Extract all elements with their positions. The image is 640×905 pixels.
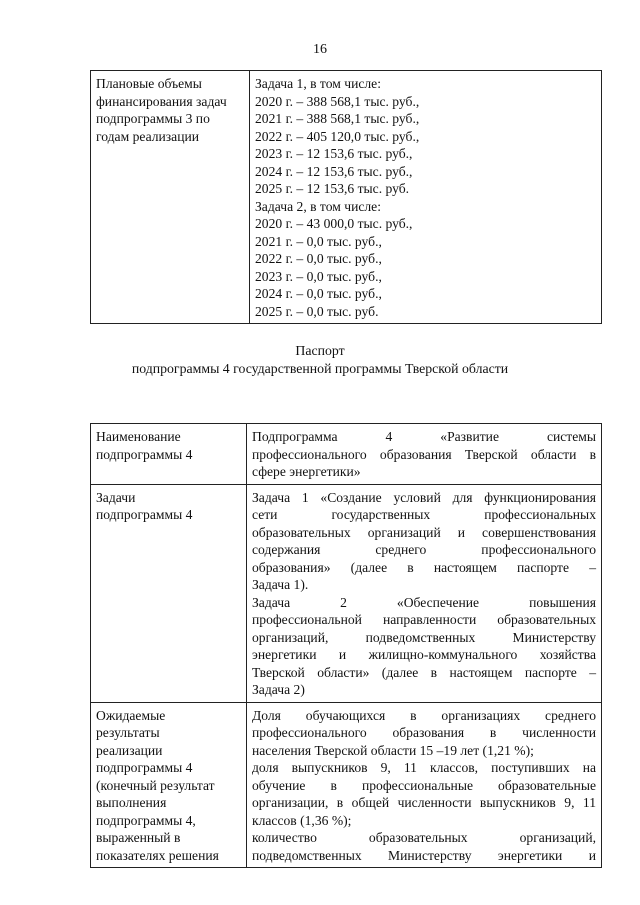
text-line: подведомственных Министерству энергетики и: [252, 847, 596, 863]
text-line: сфере энергетики»: [252, 464, 361, 479]
passport-subtitle: подпрограммы 4 государственной программы Тверской области: [131, 361, 509, 376]
text-line: годам реализации: [96, 128, 200, 144]
text-line: подпрограммы 4: [96, 507, 193, 522]
text-line: содержания среднего профессионального: [252, 542, 596, 557]
text-line: классов (1,36 %);: [252, 812, 352, 828]
passport-heading: [0, 342, 640, 378]
text-line: Задача 2 «Обеспечение повышения: [252, 594, 596, 610]
row-tasks-label: [91, 484, 247, 702]
row-results-label: [91, 702, 247, 868]
text-line: количество образовательных организаций,: [252, 830, 596, 845]
table-row: [91, 424, 602, 485]
text-line: 2024 г. – 12 153,6 тыс. руб.,: [255, 163, 413, 179]
text-line: 2021 г. – 388 568,1 тыс. руб.,: [255, 111, 420, 126]
text-line: профессиональной направленности образовательных: [252, 612, 596, 627]
text-line: доля выпускников 9, 11 классов, поступивших на: [252, 760, 596, 775]
text-line: профессионального образования в численности: [252, 725, 596, 740]
text-line: подпрограммы 4: [96, 446, 193, 462]
text-line: 2022 г. – 0,0 тыс. руб.,: [255, 251, 382, 266]
row-name-label: [91, 424, 247, 485]
text-line: финансирования задач: [96, 93, 227, 109]
text-line: 2021 г. – 0,0 тыс. руб.,: [255, 233, 382, 249]
text-line: показателях решения: [96, 847, 219, 863]
text-line: 2023 г. – 0,0 тыс. руб.,: [255, 268, 382, 284]
text-line: подпрограммы 4: [96, 760, 193, 775]
text-line: 2025 г. – 0,0 тыс. руб.: [255, 303, 379, 319]
text-line: подпрограммы 4,: [96, 812, 196, 828]
financing-table: [90, 70, 602, 324]
row-name-value: [247, 424, 602, 485]
text-line: Задачи: [96, 489, 136, 505]
row-tasks-value: [247, 484, 602, 702]
text-line: подпрограммы 3 по: [96, 111, 210, 126]
text-line: 2020 г. – 43 000,0 тыс. руб.,: [255, 216, 413, 231]
text-line: образовательных организаций и совершенствования: [252, 524, 596, 540]
text-line: 2022 г. – 405 120,0 тыс. руб.,: [255, 128, 420, 144]
passport-title: Паспорт: [295, 343, 345, 358]
text-line: населения Тверской области 15 –19 лет (1,21 %);: [252, 742, 534, 758]
text-line: выполнения: [96, 795, 167, 810]
text-line: 2024 г. – 0,0 тыс. руб.,: [255, 286, 382, 301]
text-line: энергетики и жилищно-коммунального хозяйства: [252, 647, 596, 662]
passport-table: [90, 423, 602, 868]
text-line: Задача 1, в том числе:: [255, 76, 381, 91]
text-line: Тверской области» (далее в настоящем паспорте –: [252, 664, 596, 680]
text-line: профессионального образования Тверской области в: [252, 446, 596, 462]
text-line: (конечный результат: [96, 777, 215, 793]
text-line: Ожидаемые: [96, 707, 166, 723]
text-line: сети государственных профессиональных: [252, 507, 596, 522]
text-line: образования» (далее в настоящем паспорте –: [252, 559, 596, 575]
text-line: Наименование: [96, 429, 181, 444]
text-line: выраженный в: [96, 830, 181, 845]
row-results-value: [247, 702, 602, 868]
financing-label-cell: [91, 71, 250, 324]
text-line: 2025 г. – 12 153,6 тыс. руб.: [255, 181, 410, 196]
table-row: [91, 702, 602, 868]
text-line: Задача 1 «Создание условий для функционирования: [252, 489, 596, 505]
table-row: [91, 71, 602, 324]
text-line: Доля обучающихся в организациях среднего: [252, 707, 596, 723]
text-line: результаты: [96, 725, 160, 740]
text-line: Задача 2): [252, 682, 305, 697]
text-line: организаций, подведомственных Министерству: [252, 629, 596, 645]
text-line: 2023 г. – 12 153,6 тыс. руб.,: [255, 146, 413, 161]
text-line: обучение в профессиональные образовательные: [252, 777, 596, 793]
text-line: Задача 1).: [252, 577, 309, 592]
text-line: 2020 г. – 388 568,1 тыс. руб.,: [255, 93, 420, 109]
table-row: [91, 484, 602, 702]
text-line: Задача 2, в том числе:: [255, 198, 381, 214]
text-line: Плановые объемы: [96, 76, 202, 91]
text-line: организации, в общей численности выпускников 9, 11: [252, 795, 596, 810]
text-line: реализации: [96, 742, 163, 758]
text-line: Подпрограмма 4 «Развитие системы: [252, 429, 596, 444]
financing-values-cell: [250, 71, 602, 324]
page-number: 16: [313, 42, 327, 57]
